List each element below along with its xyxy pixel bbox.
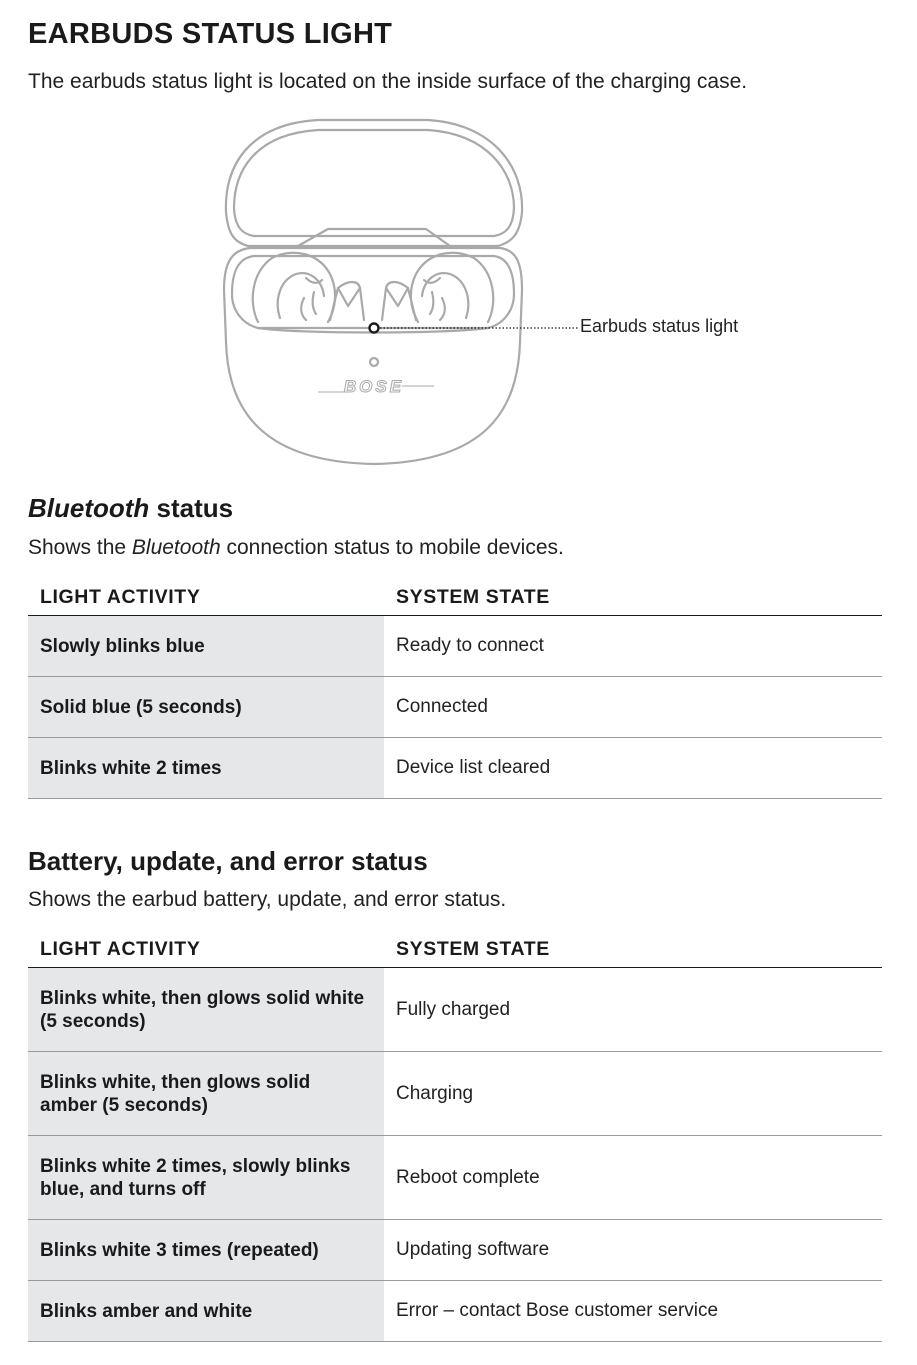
light-activity-cell: Blinks white, then glows solid amber (5 seconds) xyxy=(28,1052,384,1136)
system-state-cell: Reboot complete xyxy=(384,1136,882,1220)
front-indicator-icon xyxy=(370,358,378,366)
table-row xyxy=(28,1052,882,1136)
bluetooth-desc-post: connection status to mobile devices. xyxy=(220,536,564,559)
table-row xyxy=(28,968,882,1052)
light-activity-cell: Blinks white 2 times xyxy=(28,738,384,799)
charging-case-drawing xyxy=(188,112,748,472)
light-activity-cell: Solid blue (5 seconds) xyxy=(28,677,384,738)
light-activity-cell: Blinks amber and white xyxy=(28,1281,384,1342)
system-state-cell: Charging xyxy=(384,1052,882,1136)
light-activity-cell: Slowly blinks blue xyxy=(28,616,384,677)
light-activity-cell: Blinks white, then glows solid white (5 seconds) xyxy=(28,968,384,1052)
case-base-outer xyxy=(224,248,522,464)
table-row xyxy=(28,1281,882,1342)
table-header-row xyxy=(28,577,882,616)
column-header-light-activity: LIGHT ACTIVITY xyxy=(28,577,384,616)
table-row xyxy=(28,616,882,677)
bose-logo: BOSE xyxy=(343,377,405,396)
system-state-cell: Ready to connect xyxy=(384,616,882,677)
system-state-cell: Error – contact Bose customer service xyxy=(384,1281,882,1342)
battery-status-table xyxy=(28,929,882,1342)
status-light-icon xyxy=(370,324,379,333)
table-row xyxy=(28,738,882,799)
system-state-cell: Updating software xyxy=(384,1220,882,1281)
case-lid-inner xyxy=(234,130,514,236)
battery-description: Shows the earbud battery, update, and error status. xyxy=(28,888,507,911)
system-state-cell: Connected xyxy=(384,677,882,738)
table-header-row xyxy=(28,929,882,968)
battery-heading: Battery, update, and error status xyxy=(28,846,428,876)
system-state-cell: Device list cleared xyxy=(384,738,882,799)
bluetooth-desc-pre: Shows the xyxy=(28,536,132,559)
system-state-cell: Fully charged xyxy=(384,968,882,1052)
column-header-light-activity: LIGHT ACTIVITY xyxy=(28,929,384,968)
bluetooth-heading-italic: Bluetooth xyxy=(28,493,150,523)
light-activity-cell: Blinks white 2 times, slowly blinks blue, and turns off xyxy=(28,1136,384,1220)
table-row xyxy=(28,1136,882,1220)
case-lid-outer xyxy=(226,120,522,246)
intro-text: The earbuds status light is located on the inside surface of the charging case. xyxy=(28,70,748,93)
light-activity-cell: Blinks white 3 times (repeated) xyxy=(28,1220,384,1281)
bluetooth-desc-italic: Bluetooth xyxy=(131,536,221,559)
case-base-rim xyxy=(232,256,514,328)
bluetooth-description xyxy=(28,536,564,560)
bluetooth-heading xyxy=(28,493,233,524)
page-title: EARBUDS STATUS LIGHT xyxy=(28,18,393,50)
column-header-system-state: SYSTEM STATE xyxy=(384,929,882,968)
table-row xyxy=(28,1220,882,1281)
bluetooth-status-table xyxy=(28,577,882,799)
status-light-callout: Earbuds status light xyxy=(580,316,739,336)
column-header-system-state: SYSTEM STATE xyxy=(384,577,882,616)
table-row xyxy=(28,677,882,738)
charging-case-illustration xyxy=(188,112,748,472)
bluetooth-heading-rest: status xyxy=(149,493,234,523)
